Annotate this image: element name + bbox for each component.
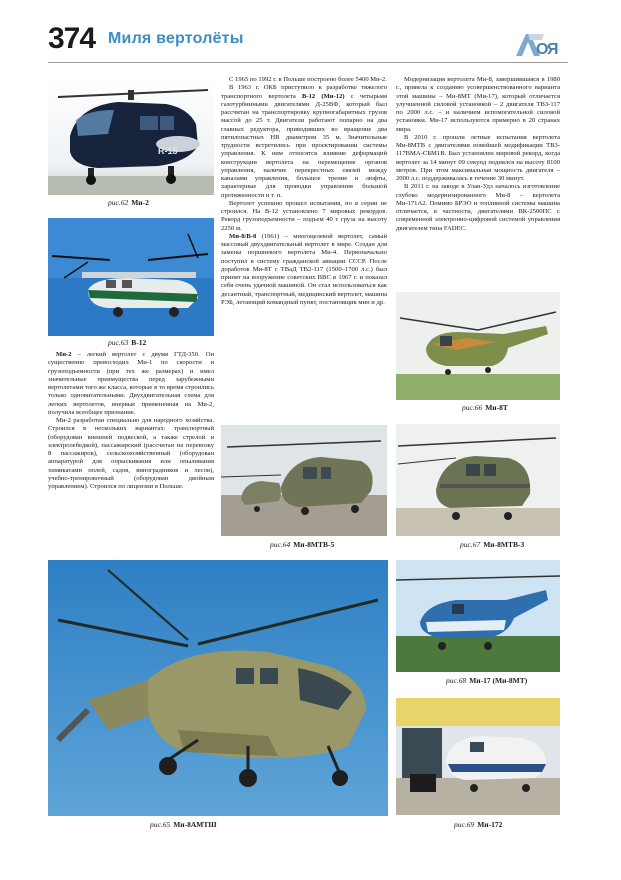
photo-v-12 <box>48 218 214 336</box>
photo-mi-8amtsh <box>48 560 388 816</box>
text-column-3 <box>396 76 560 233</box>
header-rule <box>48 62 568 63</box>
section-title: Миля вертолёты <box>108 30 244 47</box>
caption-title: Ми-17 (Ми-8МТ) <box>469 676 528 685</box>
paragraph: В 2010 г. прошли летные испытания вертолета Ми-8МТВ с двигателями новейшей модификации ТВ3-117ВМА-СБМ1В. Был установлен мировой рекорд, когда вертолет за 14 минут 09 секунд поднялся на высоту 8100 метров. При этом максимальная мощность двигателя – 2000 л.с. поддерживалась в течение 30 минут. <box>396 133 560 182</box>
caption-title: Ми-172 <box>477 820 503 829</box>
caption-number: рис.64 <box>270 540 291 549</box>
caption-title: Ми-2 <box>131 198 149 207</box>
photo-mi-8mtv-3 <box>396 424 560 536</box>
term-v-12: В-12 (Ми-12) <box>301 92 345 100</box>
caption-number: рис.63 <box>108 338 129 347</box>
page-number: 374 <box>48 22 96 55</box>
caption-number: рис.69 <box>454 820 475 829</box>
caption-title: Ми-8МТВ-3 <box>483 540 525 549</box>
photo-mi-8t <box>396 292 560 400</box>
caption-number: рис.67 <box>460 540 481 549</box>
svg-text:О: О <box>536 41 549 58</box>
term-mi-2: Ми-2 <box>56 351 72 358</box>
caption-number: рис.65 <box>150 820 171 829</box>
paragraph: С 1965 по 1992 г. в Польше построено более 5400 Ми-2. <box>229 76 387 83</box>
paragraph: Ми-2 разработан специально для народного хозяйства. Строился в нескольких вариантах: транспортный (оборудован внешней подвеской, а также стрелой и электролебедкой), пассажирский (рассчитан на перевозку 8 пассажиров), сельскохозяйственный (оборудован аппаратурой для опрыскивания или опыливания химикатами полей, садов, виноградников и лесов), учебно-тренировочный (оборудован двойным управлением). Строился по лицензии в Польше. <box>48 417 214 490</box>
term-mi-8: Ми-8/В-8 <box>229 232 257 240</box>
caption-fig67 <box>460 540 524 549</box>
caption-title: Ми-8МТВ-5 <box>293 540 335 549</box>
svg-text:Я: Я <box>547 41 559 58</box>
caption-fig66 <box>462 403 508 412</box>
caption-fig69 <box>454 820 502 829</box>
caption-fig65 <box>150 820 217 829</box>
caption-fig62 <box>108 198 149 207</box>
publisher-logo <box>514 30 560 58</box>
caption-number: рис.66 <box>462 403 483 412</box>
paragraph: Модернизация вертолета Ми-8, завершившаяся в 1980 г., привела к созданию усовершенствованного варианта этой машины – Ми-8МТ (Ми-17), который отличается улучшенной силовой установкой – 2 двигателя ТВ3-117 по 2000 л.с. – и наличием вспомогательной силовой установки. Ми-17 используются примерно в 20 странах мира. <box>396 76 560 133</box>
text-column-2 <box>221 76 387 307</box>
paragraph: В 1963 г. ОКБ приступило к разработке тяжелого транспортного вертолета В-12 (Ми-12) с четырьмя газотурбинными двигателями Д-25ВФ, который был рассчитан на транспортировку крупногабаритных грузов массой до 25 т. Двигатели работают попарно на два главных редуктора, приводивших во вращение два пятилопастных НВ диаметром 35 м. Значительные трудности встретились при проектировании системы управления. К ним относятся влияние деформаций конструкции вертолета на перемещение органов управления, наличие перекрестных связей между каналами управления, большое трение и люфты, характерные для проводки управления большой протяженности и т. п. <box>221 84 387 199</box>
caption-fig63 <box>108 338 146 347</box>
caption-number: рис.62 <box>108 198 129 207</box>
caption-title: Ми-8АМТШ <box>173 820 217 829</box>
caption-title: Ми-8Т <box>485 403 508 412</box>
text-column-1 <box>48 351 214 491</box>
photo-mi-172 <box>396 698 560 815</box>
paragraph: Ми-2 – легкий вертолет с двумя ГТД-350. Он существенно превосходил Ми-1 по скорости и грузоподъемности (при тех же размерах) и имел значительные преимущества перед зарубежными вертолетами того же класса, которые в то время строились только одновигательными. Двухдвигательная схема для легких вертолетов, впервые примененная на Ми-2, получила всеобщее признание. <box>48 351 214 416</box>
paragraph: В 2011 г. на заводе в Улан-Удэ началось изготовление глубоко модернизированного Ми-8 – вертолета Ми-171А2. Помимо БРЭО и топливной системы машина отличается, в частности, двигателями ВК-2500ПС с современной электронно-цифровой системой управления двигателем типа FADEC. <box>396 183 560 232</box>
caption-fig64 <box>270 540 334 549</box>
photo-mi-2 <box>48 76 214 195</box>
caption-title: В-12 <box>131 338 147 347</box>
photo-mi-8mtv-5 <box>221 425 387 536</box>
caption-fig68 <box>446 676 527 685</box>
paragraph: Вертолет успешно прошел испытания, но в серии не строился. На В-12 установлено 7 мировых рекордов. Рекорд грузоподъемности – подъем 40 т груза на высоту 2250 м. <box>221 199 387 232</box>
paragraph: Ми-8/В-8 (1961) – многоцелевой вертолет, самый массовый двухдвигательный вертолет в мире. Создан для замены поршневого вертолета Ми-4. Первоначально поступил в систему гражданской авиации СССР. После доработок Ми-8Т с ТВаД ТВ2-117 (1500–1700 л.с.) был принят на вооружение советских ВВС в 1967 г. и показал себя очень удачной машиной. Он стал использоваться как десантный, транспортный, медицинский вертолет, машина РЭБ, летающий командный пункт, постановщик мин и др. <box>221 232 387 306</box>
photo-mi-17 <box>396 560 560 672</box>
caption-number: рис.68 <box>446 676 467 685</box>
tail-number: R-15 <box>158 146 178 156</box>
